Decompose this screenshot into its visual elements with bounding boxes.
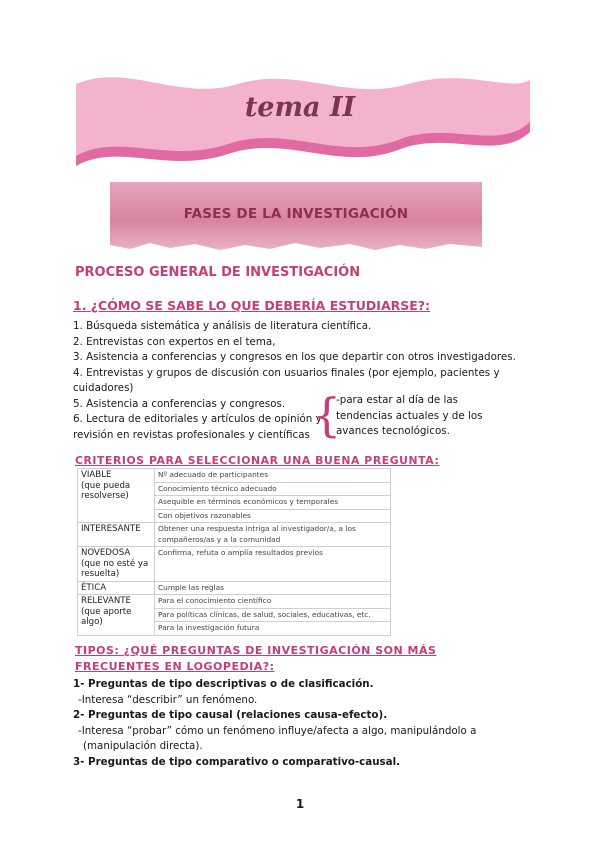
criterio-key: ÉTICA bbox=[78, 581, 155, 595]
tipo-item: 1- Preguntas de tipo descriptivas o de clasificación. bbox=[73, 678, 374, 690]
criterios-heading: CRITERIOS PARA SELECCIONAR UNA BUENA PREGUNTA: bbox=[75, 454, 440, 467]
criterio-value: Para el conocimiento científico bbox=[155, 595, 391, 609]
criterio-value: Para políticas clínicas, de salud, sociales, educativas, etc. bbox=[155, 608, 391, 622]
tipo-sub: -Interesa “probar” cómo un fenómeno influye/afecta a algo, manipulándolo a bbox=[78, 724, 477, 737]
tipo-item: 3- Preguntas de tipo comparativo o comparativo-causal. bbox=[73, 755, 401, 768]
list-item: 5. Asistencia a conferencias y congresos. bbox=[73, 397, 286, 410]
fases-title: FASES DE LA INVESTIGACIÓN bbox=[183, 206, 409, 222]
wavy-banner bbox=[68, 70, 538, 180]
proceso-heading: PROCESO GENERAL DE INVESTIGACIÓN bbox=[75, 265, 361, 280]
criterio-value: Nº adecuado de participantes bbox=[155, 469, 391, 483]
criterio-key: NOVEDOSA (que no esté ya resuelta) bbox=[78, 547, 155, 582]
criterio-value: Con objetivos razonables bbox=[155, 509, 391, 523]
list-item: cuidadores) bbox=[73, 382, 134, 394]
torn-edge bbox=[110, 239, 482, 253]
criterio-value: Obtener una respuesta intriga al investigador/a, a los compañeros/as y a la comunidad bbox=[155, 523, 391, 547]
criterio-key: INTERESANTE bbox=[78, 523, 155, 547]
tipo-item: 2- Preguntas de tipo causal (relaciones causa-efecto). bbox=[73, 709, 388, 721]
table-row bbox=[78, 469, 391, 483]
tema-title: tema II bbox=[244, 92, 356, 123]
list-item: 2. Entrevistas con expertos en el tema, bbox=[73, 335, 276, 348]
criterio-value: Conocimiento técnico adecuado bbox=[155, 482, 391, 496]
criterio-value: Confirma, refuta o amplía resultados previos bbox=[155, 547, 391, 582]
brace-note-line: tendencias actuales y de los bbox=[336, 409, 483, 422]
curly-brace-icon: { bbox=[312, 388, 342, 442]
brace-note-line: -para estar al día de las bbox=[336, 394, 459, 406]
brace-note-line: avances tecnológicos. bbox=[336, 425, 450, 437]
section1-heading: 1. ¿CÓMO SE SABE LO QUE DEBERÍA ESTUDIARSE?: bbox=[73, 298, 431, 313]
criterios-table bbox=[77, 468, 391, 636]
tipos-heading: TIPOS: ¿QUÉ PREGUNTAS DE INVESTIGACIÓN SON MÁS FRECUENTES EN LOGOPEDIA?: bbox=[75, 644, 437, 673]
list-item: 6. Lectura de editoriales y artículos de opinión y bbox=[73, 413, 322, 425]
table-row bbox=[78, 523, 391, 547]
tipo-sub: (manipulación directa). bbox=[83, 740, 203, 752]
criterio-key: VIABLE (que pueda resolverse) bbox=[78, 469, 155, 523]
criterio-value: Asequible en términos económicos y temporales bbox=[155, 496, 391, 510]
criterio-value: Cumple las reglas bbox=[155, 581, 391, 595]
criterio-value: Para la investigación futura bbox=[155, 622, 391, 636]
list-item: 3. Asistencia a conferencias y congresos en los que departir con otros investigadores. bbox=[73, 351, 516, 363]
list-item: revisión en revistas profesionales y científicas bbox=[73, 428, 310, 441]
brace-note bbox=[336, 393, 506, 440]
table-row bbox=[78, 547, 391, 582]
list-item: 1. Búsqueda sistemática y análisis de literatura científica. bbox=[73, 320, 372, 332]
table-row bbox=[78, 581, 391, 595]
tipos-list bbox=[73, 677, 503, 770]
page-number: 1 bbox=[295, 797, 305, 811]
list-item: 4. Entrevistas y grupos de discusión con usuarios finales (por ejemplo, pacientes y bbox=[73, 366, 500, 379]
tipo-sub: -Interesa “describir” un fenómeno. bbox=[78, 693, 258, 706]
table-row bbox=[78, 595, 391, 609]
criterio-key: RELEVANTE (que aporte algo) bbox=[78, 595, 155, 636]
